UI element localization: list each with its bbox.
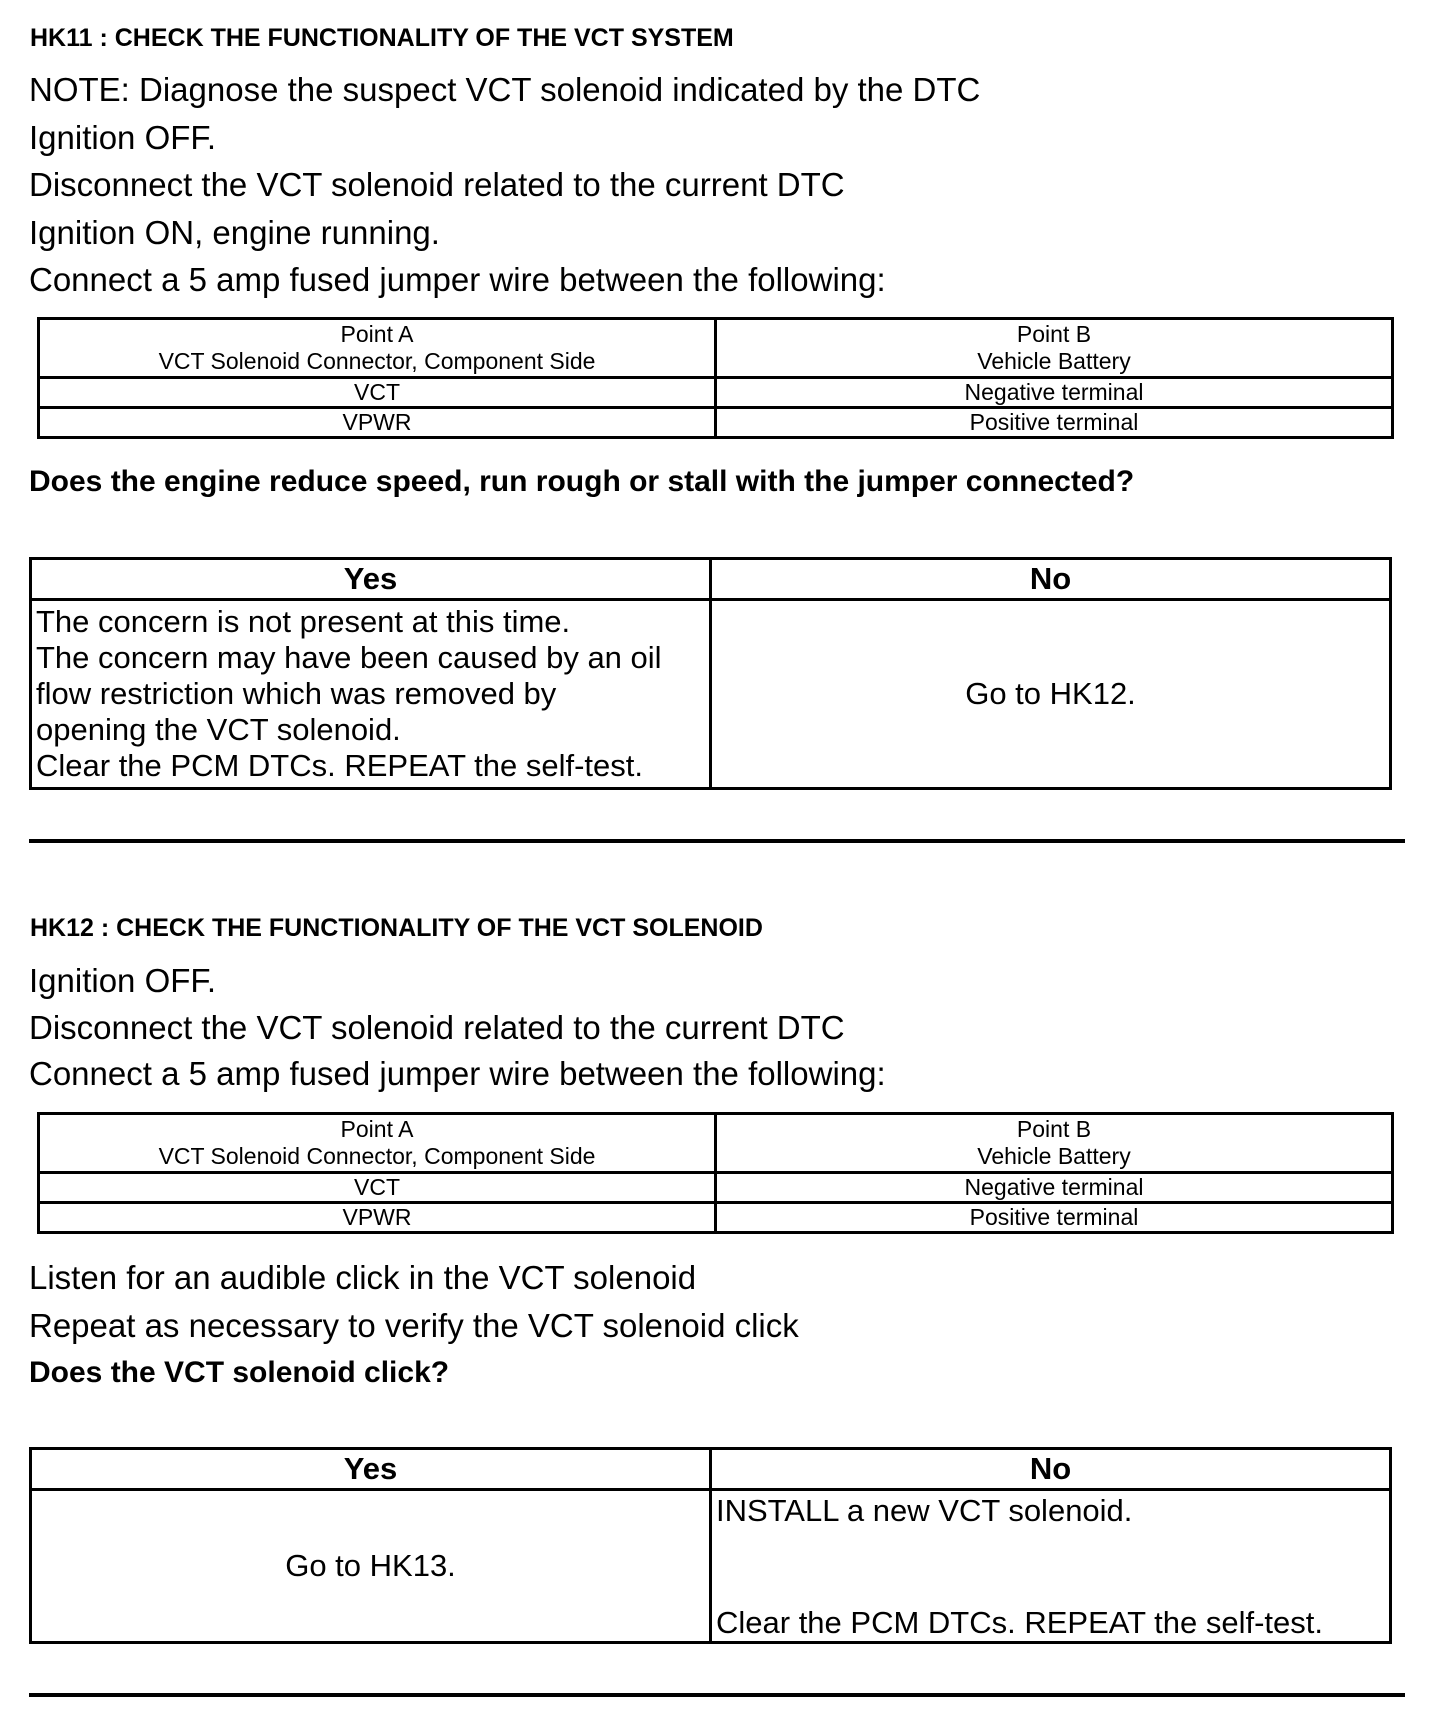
hk12-result-table <box>29 1447 1392 1644</box>
hk11-yes-line-4: opening the VCT solenoid. <box>36 712 401 747</box>
section-divider-bottom <box>29 1693 1405 1697</box>
hk12-step-connect: Connect a 5 amp fused jumper wire between the following: <box>29 1055 886 1092</box>
hk11-jumper-table <box>37 317 1394 439</box>
hk11-step-ignition-off: Ignition OFF. <box>29 119 217 156</box>
hk11-yes-header: Yes <box>31 559 711 600</box>
hk12-step-repeat: Repeat as necessary to verify the VCT solenoid click <box>29 1307 799 1344</box>
hk12-step-disconnect: Disconnect the VCT solenoid related to the current DTC <box>29 1009 845 1046</box>
hk11-yes-cell <box>31 600 711 789</box>
hk12-no-text <box>712 1491 1389 1641</box>
hk12-row2-a: VPWR <box>39 1203 716 1233</box>
hk11-step-note: NOTE: Diagnose the suspect VCT solenoid indicated by the DTC <box>29 71 981 108</box>
hk11-no-header: No <box>711 559 1391 600</box>
hk11-yes-line-1: The concern is not present at this time. <box>36 604 571 639</box>
hk12-point-b-title: Point B <box>1016 1116 1092 1142</box>
hk11-result-table <box>29 557 1392 790</box>
hk11-yes-line-5: Clear the PCM DTCs. REPEAT the self-test. <box>36 748 643 783</box>
hk12-row2-b: Positive terminal <box>716 1203 1393 1233</box>
hk11-no-cell: Go to HK12. <box>711 600 1391 789</box>
hk12-yes-header: Yes <box>31 1449 711 1490</box>
table-row <box>39 378 1393 408</box>
hk12-point-a-title: Point A <box>340 1116 414 1142</box>
hk12-step-ignition-off: Ignition OFF. <box>29 962 217 999</box>
hk11-step-ignition-on: Ignition ON, engine running. <box>29 214 440 251</box>
table-row <box>39 1203 1393 1233</box>
hk11-point-a-title: Point A <box>340 321 414 347</box>
hk12-yes-cell: Go to HK13. <box>31 1490 711 1643</box>
hk11-point-b-sub: Vehicle Battery <box>977 348 1131 374</box>
hk12-no-line-1: INSTALL a new VCT solenoid. <box>716 1493 1133 1528</box>
hk11-yes-text <box>32 602 709 786</box>
hk12-point-b-sub: Vehicle Battery <box>977 1143 1131 1169</box>
hk11-row1-a: VCT <box>39 378 716 408</box>
hk11-point-a-header <box>39 319 716 378</box>
section-divider <box>29 839 1405 843</box>
hk12-point-b-header <box>716 1114 1393 1173</box>
hk11-question: Does the engine reduce speed, run rough or stall with the jumper connected? <box>29 465 1135 498</box>
hk11-point-a-sub: VCT Solenoid Connector, Component Side <box>158 348 596 374</box>
hk12-heading: HK12 : CHECK THE FUNCTIONALITY OF THE VCT SOLENOID <box>30 914 763 942</box>
hk12-no-header: No <box>711 1449 1391 1490</box>
hk11-heading: HK11 : CHECK THE FUNCTIONALITY OF THE VCT SYSTEM <box>30 24 734 52</box>
hk11-yes-line-3: flow restriction which was removed by <box>36 676 557 711</box>
table-row <box>39 1173 1393 1203</box>
table-row <box>39 408 1393 438</box>
hk11-point-b-header <box>716 319 1393 378</box>
hk11-step-disconnect: Disconnect the VCT solenoid related to the current DTC <box>29 166 845 203</box>
hk12-no-cell <box>711 1490 1391 1643</box>
hk11-row1-b: Negative terminal <box>716 378 1393 408</box>
hk12-row1-b: Negative terminal <box>716 1173 1393 1203</box>
hk11-row2-b: Positive terminal <box>716 408 1393 438</box>
hk11-step-connect: Connect a 5 amp fused jumper wire between the following: <box>29 261 886 298</box>
hk12-step-listen: Listen for an audible click in the VCT solenoid <box>29 1259 697 1296</box>
hk12-point-a-header <box>39 1114 716 1173</box>
hk12-point-a-sub: VCT Solenoid Connector, Component Side <box>158 1143 596 1169</box>
hk11-point-b-title: Point B <box>1016 321 1092 347</box>
hk11-yes-line-2: The concern may have been caused by an oil <box>36 640 662 675</box>
hk12-jumper-table <box>37 1112 1394 1234</box>
hk12-no-line-2: Clear the PCM DTCs. REPEAT the self-test. <box>716 1605 1323 1640</box>
hk12-question: Does the VCT solenoid click? <box>29 1356 450 1389</box>
hk12-row1-a: VCT <box>39 1173 716 1203</box>
hk11-row2-a: VPWR <box>39 408 716 438</box>
